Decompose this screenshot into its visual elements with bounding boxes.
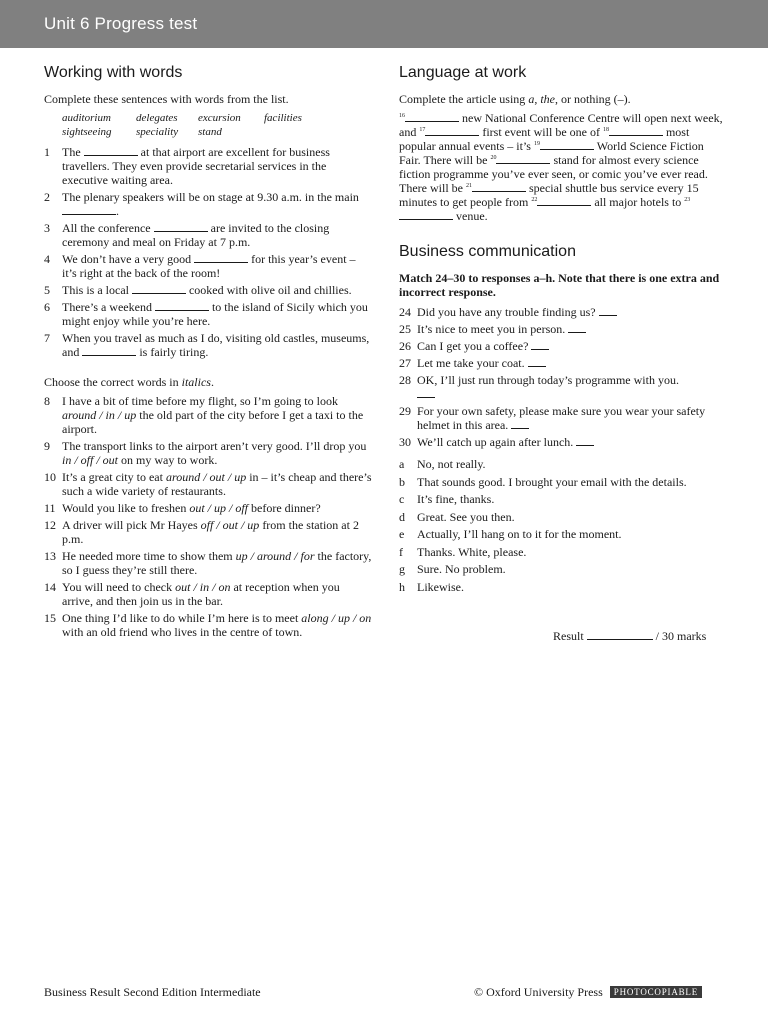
answer-blank[interactable] [531,339,549,350]
question-text: This is a local [62,283,132,297]
question-text: with an old friend who lives in the centre of town. [62,625,303,639]
blank-number: 21 [465,183,472,189]
question-number: 9 [44,439,50,453]
answer-blank[interactable] [425,125,479,136]
question-text: the factory, so I guess they’re still there. [62,549,372,577]
answer-blank[interactable] [528,356,546,367]
question-text: A driver will pick Mr Hayes [62,518,201,532]
answer-blank[interactable] [540,139,594,150]
question-text: from the station at 2 p.m. [62,518,359,546]
word-options[interactable]: around / out / up [165,470,247,484]
question-item [399,339,724,353]
section-title: Working with words [44,64,183,81]
instruction-text: a [528,92,535,106]
answer-blank[interactable] [84,145,138,156]
question-text: at that airport are excellent for business travellers. They even provide secretarial services in the executive waiting area. [62,145,330,187]
question-item [399,356,724,370]
photocopiable-badge: PHOTOCOPIABLE [610,986,702,998]
response-item [399,510,724,524]
question-number: 10 [44,470,56,484]
word: sightseeing [62,126,112,138]
question-number: 13 [44,549,56,563]
word-list [62,111,372,139]
question-number: 24 [399,305,411,319]
question-text: Would you like to freshen [62,501,190,515]
question-number: 15 [44,611,56,625]
question-text: is fairly tiring. [136,345,209,359]
question-number: 3 [44,221,50,235]
response-text: Thanks. White, please. [417,544,527,559]
response-item [399,545,724,559]
blank-number: 22 [531,197,538,203]
answer-blank[interactable] [417,387,435,398]
word: delegates [136,112,178,124]
copyright-text: © Oxford University Press [474,985,603,999]
question-text: We don’t have a very good [62,252,195,266]
answer-blank[interactable] [496,153,550,164]
question-number: 11 [44,501,56,515]
word-list-row [62,111,372,125]
question-text: the old part of the city before I get a taxi to the airport. [62,408,364,436]
answer-blank[interactable] [82,345,136,356]
question-number: 26 [399,339,411,353]
question-text: The transport links to the airport aren’t very good. I’ll drop you [62,439,367,453]
question-number: 7 [44,331,50,345]
question-number: 2 [44,190,50,204]
question-number: 29 [399,404,411,418]
article-segment: all major hotels to [591,195,685,209]
question-list-8-15 [44,394,372,639]
blank-number: 16 [399,113,405,119]
question-number: 28 [399,373,411,387]
page-header [0,0,768,48]
section-title: Language at work [399,64,527,81]
article-segment: most popular annual events – it’s [399,125,690,153]
answer-blank[interactable] [405,111,459,122]
question-item [44,252,372,280]
question-item [44,580,372,608]
question-text: You will need to check [62,580,176,594]
result-score [553,629,706,644]
question-number: 12 [44,518,56,532]
question-text: to the island of Sicily which you might enjoy while you’re here. [62,300,368,328]
question-list-24-30 [399,305,724,449]
question-item [44,300,372,328]
blank-number: 18 [602,127,609,133]
answer-blank[interactable] [568,322,586,333]
question-item [44,394,372,436]
footer-copyright [474,985,702,1000]
word: speciality [136,126,179,138]
question-text: The plenary speakers will be on stage at 9.30 a.m. in the main [62,190,359,204]
question-item [399,373,724,401]
instruction-text: , [534,92,541,106]
question-text: in – it’s cheap and there’s such a wide variety of restaurants. [62,470,372,498]
footer-book-title: Business Result Second Edition Intermediate [44,985,261,999]
question-number: 8 [44,394,50,408]
answer-blank[interactable] [194,252,248,263]
response-text: That sounds good. I brought your email with the details. [417,474,687,489]
word-options[interactable]: along / up / on [301,611,372,625]
question-item [44,611,372,639]
word: facilities [264,112,302,124]
question-item [44,549,372,577]
article-segment: World Science Fiction Fair. There will be [399,139,704,167]
response-letter: e [399,527,405,541]
question-text: All the conference [62,221,154,235]
question-item [44,470,372,498]
question-text: I have a bit of time before my flight, so I’m going to look [62,394,338,408]
response-text: No, not really. [417,457,486,471]
instruction [44,375,372,389]
response-letter: g [399,562,405,576]
question-text: For your own safety, please make sure you wear your safety helmet in this area. [417,404,706,432]
question-number: 1 [44,145,50,159]
word-options[interactable]: out / in / on [175,580,231,594]
instruction-text: the [540,92,555,106]
question-number: 27 [399,356,411,370]
question-text: Let me take your coat. [417,356,525,370]
question-item [44,221,372,249]
article-segment: new National Conference Centre will open next week, and [399,111,723,139]
response-item [399,457,724,471]
question-text: OK, I’ll just run through today’s programme with you. [417,373,679,387]
question-text: We’ll catch up again after lunch. [417,435,574,449]
answer-blank[interactable] [132,283,186,294]
question-text: before dinner? [248,501,321,515]
response-text: Sure. No problem. [417,562,506,576]
question-list-1-7 [44,145,372,359]
response-list-a-h [399,457,724,594]
language-at-work-section [399,64,724,597]
question-text: When you travel as much as I do, visiting old castles, museums, and [62,331,370,359]
answer-blank[interactable] [537,195,591,206]
instruction: Match 24–30 to responses a–h. Note that there is one extra and incorrect response. [399,271,720,299]
blank-number: 20 [490,155,497,161]
question-number: 5 [44,283,50,297]
response-item [399,562,724,576]
response-item [399,527,724,541]
question-number: 4 [44,252,50,266]
result-blank[interactable] [587,629,653,640]
word-options[interactable]: around / in / up [62,408,137,422]
response-item [399,492,724,506]
answer-blank[interactable] [609,125,663,136]
response-text: It’s fine, thanks. [417,492,495,506]
question-number: 6 [44,300,50,314]
blank-number: 19 [533,141,540,147]
word: auditorium [62,112,111,124]
answer-blank[interactable] [62,204,116,215]
blank-number: 17 [419,127,426,133]
question-number: 14 [44,580,56,594]
question-text: Did you have any trouble finding us? [417,305,596,319]
instruction-text: , or nothing (–). [554,92,631,106]
result-label: Result [553,629,584,643]
answer-blank[interactable] [399,209,453,220]
section-title: Business communication [399,243,576,260]
instruction-text: Choose the correct words in [44,375,182,389]
question-item [44,518,372,546]
response-text: Actually, I’ll hang on to it for the moment. [417,527,622,541]
question-text: are invited to the closing ceremony and meal on Friday at 7 p.m. [62,221,330,249]
response-letter: b [399,474,405,489]
question-item [44,331,372,359]
response-letter: a [399,457,405,471]
question-item [399,322,724,336]
answer-blank[interactable] [155,300,209,311]
question-text: He needed more time to show them [62,549,236,563]
page-title: Unit 6 Progress test [44,14,198,33]
word-options[interactable]: off / out / up [200,518,260,532]
answer-blank[interactable] [576,435,594,446]
instruction: Complete these sentences with words from the list. [44,92,289,106]
instruction-text: . [210,375,214,389]
response-text: Likewise. [417,579,464,594]
question-text: One thing I’d like to do while I’m here is to meet [62,611,302,625]
answer-blank[interactable] [599,305,617,316]
question-number: 30 [399,435,411,449]
question-number: 25 [399,322,411,336]
instruction-text: Complete the article using [399,92,529,106]
article-text [399,111,724,223]
question-text: at reception when you arrive, and then join us in the bar. [62,580,340,608]
article-segment: special shuttle bus service every 15 minutes to get people from [399,181,699,209]
response-item [399,580,724,594]
article-segment: stand for almost every science fiction programme you’ve ever seen, or comic you’ve ever read. There will be [399,153,708,195]
word-options[interactable]: out / up / off [189,501,249,515]
question-text: . [116,204,119,218]
question-text: Can I get you a coffee? [417,339,529,353]
question-item [44,439,372,467]
article-segment: first event will be one of [479,125,603,139]
question-text: cooked with olive oil and chillies. [185,283,352,297]
word: stand [198,126,222,138]
question-item [399,404,724,432]
word-options[interactable]: in / off / out [62,453,119,467]
word-options[interactable]: up / around / for [235,549,315,563]
answer-blank[interactable] [511,418,529,429]
business-communication-section [399,243,724,594]
instruction [399,92,724,106]
blank-number: 23 [684,197,691,203]
article-segment: venue. [453,209,488,223]
response-letter: h [399,579,405,594]
question-text: It’s nice to meet you in person. [417,322,566,336]
answer-blank[interactable] [154,221,208,232]
response-letter: c [399,492,405,506]
result-suffix: / 30 marks [655,629,707,643]
response-letter: f [399,544,403,559]
response-text: Great. See you then. [417,509,515,524]
instruction-text: italics [181,375,211,389]
question-text: on my way to work. [118,453,218,467]
question-text: The [62,145,84,159]
response-letter: d [399,509,405,524]
question-text: for this year’s event – it’s right at the back of the room! [62,252,356,280]
answer-blank[interactable] [472,181,526,192]
question-item [44,145,372,187]
word: excursion [198,112,241,124]
response-item [399,475,724,489]
word-list-row [62,125,372,139]
working-with-words-section [44,64,372,642]
question-item [44,501,372,515]
question-text: It’s a great city to eat [62,470,166,484]
question-text: There’s a weekend [62,300,155,314]
question-item [399,435,724,449]
question-item [399,305,724,319]
question-item [44,283,372,297]
question-item [44,190,372,218]
